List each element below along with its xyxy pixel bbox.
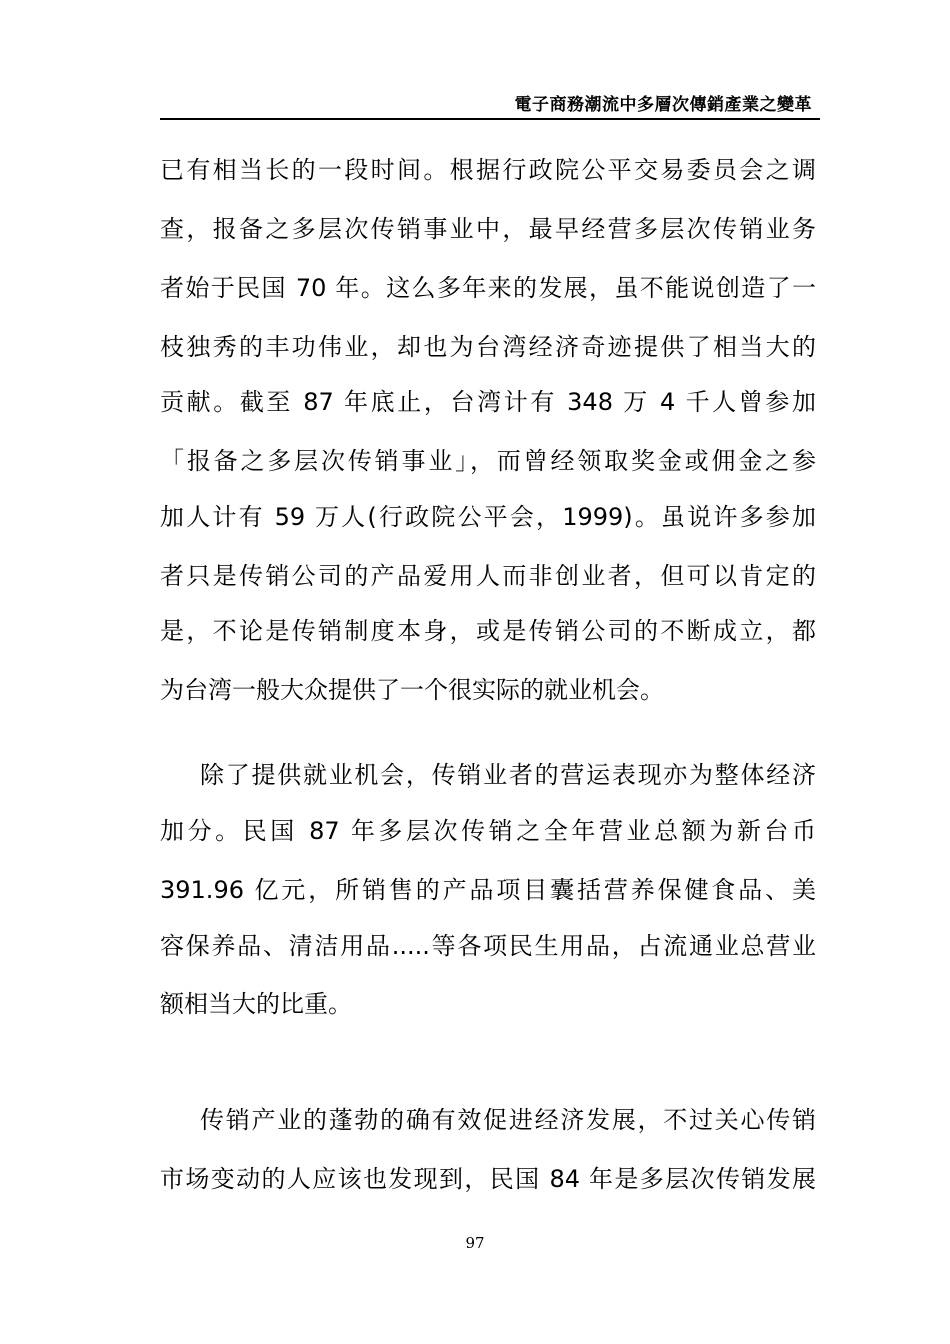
paragraph-line: 者只是传销公司的产品爱用人而非创业者，但可以肯定的	[160, 562, 816, 590]
paragraph-line: 传销产业的蓬勃的确有效促进经济发展，不过关心传销	[200, 1106, 816, 1134]
paragraph-line: 容保养品、清洁用品.....等各项民生用品，占流通业总营业	[160, 932, 816, 960]
paragraph-line: 查，报备之多层次传销事业中，最早经营多层次传销业务	[160, 215, 816, 243]
paragraph-line: 除了提供就业机会，传销业者的营运表现亦为整体经济	[200, 761, 816, 789]
paragraph-line: 加人计有 59 万人(行政院公平会，1999)。虽说许多参加	[160, 503, 816, 531]
paragraph-line: 额相当大的比重。	[160, 990, 352, 1018]
paragraph-line: 已有相当长的一段时间。根据行政院公平交易委员会之调	[160, 156, 816, 184]
paragraph-line: 为台湾一般大众提供了一个很实际的就业机会。	[160, 676, 664, 704]
paragraph-line: 枝独秀的丰功伟业，却也为台湾经济奇迹提供了相当大的	[160, 333, 816, 361]
paragraph-line: 市场变动的人应该也发现到，民国 84 年是多层次传销发展	[160, 1165, 816, 1193]
paragraph-line: 391.96 亿元，所销售的产品项目囊括营养保健食品、美	[160, 876, 816, 904]
header-title: 電子商務潮流中多層次傳銷產業之變革	[514, 95, 812, 115]
paragraph-line: 是，不论是传销制度本身，或是传销公司的不断成立，都	[160, 617, 816, 645]
paragraph-line: 者始于民国 70 年。这么多年来的发展，虽不能说创造了一	[160, 274, 816, 302]
paragraph-line: 「报备之多层次传销事业」，而曾经领取奖金或佣金之参	[160, 447, 816, 475]
paragraph-line: 加分。民国 87 年多层次传销之全年营业总额为新台币	[160, 817, 816, 845]
running-header	[160, 72, 820, 120]
paragraph-line: 贡献。截至 87 年底止，台湾计有 348 万 4 千人曾参加	[160, 388, 816, 416]
page-number: 97	[465, 1234, 485, 1252]
